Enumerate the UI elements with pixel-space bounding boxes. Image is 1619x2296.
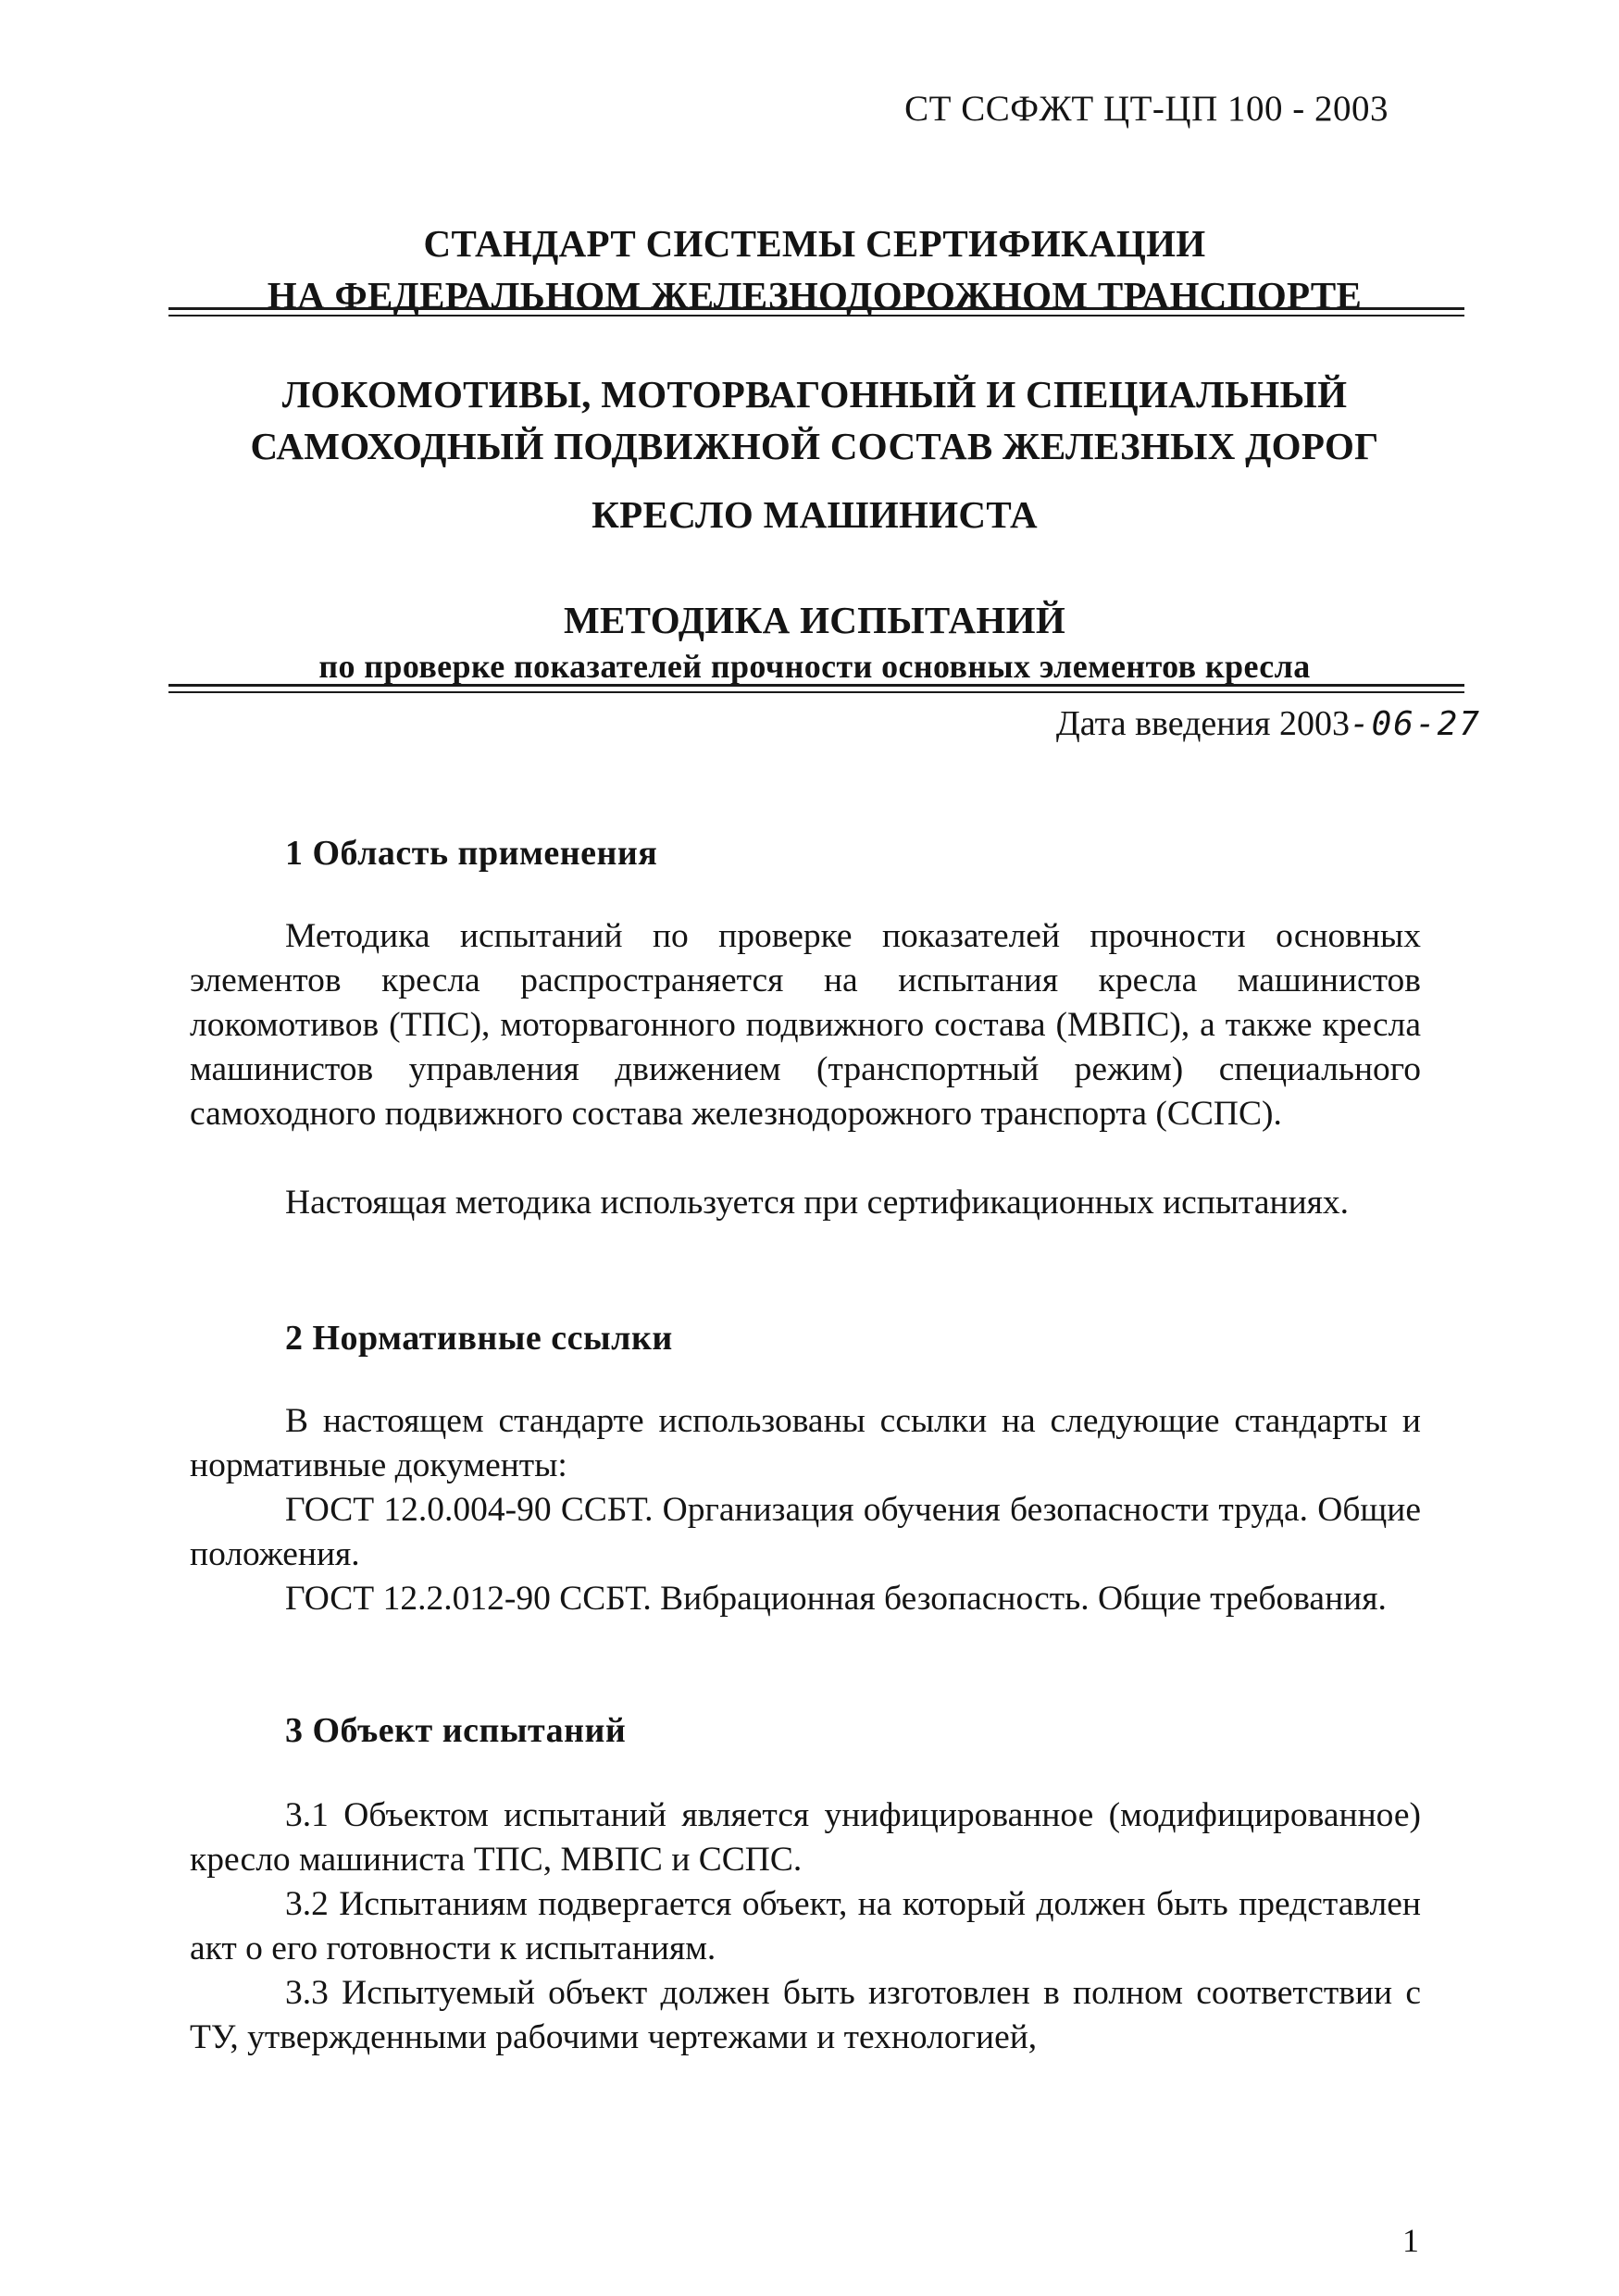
section-title-references: 2 Нормативные ссылки: [285, 1319, 673, 1358]
paragraph-text: ГОСТ 12.0.004-90 ССБТ. Организация обучения безопасности труда. Общие положения.: [190, 1491, 1421, 1573]
paragraph-text: 3.1 Объектом испытаний является унифицированное (модифицированное) кресло машиниста ТПС, МВПС и ССПС.: [190, 1796, 1421, 1879]
subject-line-1: ЛОКОМОТИВЫ, МОТОРВАГОННЫЙ И СПЕЦИАЛЬНЫЙ: [281, 373, 1348, 416]
section-references-paragraph-1: [190, 1399, 1421, 1488]
section-scope-paragraph-2: [190, 1181, 1421, 1225]
introduction-date: [833, 703, 1481, 744]
page-number: 1: [1402, 2222, 1419, 2259]
introduction-date-label: Дата введения 2003: [1055, 704, 1350, 743]
document-code: СТ ССФЖТ ЦТ-ЦП 100 - 2003: [904, 89, 1389, 129]
paragraph-text: Настоящая методика используется при сертификационных испытаниях.: [285, 1184, 1350, 1222]
method-title: МЕТОДИКА ИСПЫТАНИЙ: [563, 599, 1066, 641]
section-references-paragraph-2: [190, 1488, 1421, 1577]
section-test-object-paragraph-3: [190, 1971, 1421, 2060]
section-test-object-paragraph-2: [190, 1882, 1421, 1971]
introduction-date-handwritten: -06-27: [1349, 705, 1481, 743]
section-scope-paragraph-1: [190, 914, 1421, 1136]
method-subtitle: по проверке показателей прочности основных элементов кресла: [318, 648, 1311, 685]
paragraph-text: В настоящем стандарте использованы ссылки на следующие стандарты и нормативные документы:: [190, 1402, 1421, 1484]
paragraph-text: ГОСТ 12.2.012-90 ССБТ. Вибрационная безопасность. Общие требования.: [285, 1580, 1387, 1618]
paragraph-text: 3.3 Испытуемый объект должен быть изготовлен в полном соответствии с ТУ, утвержденными рабочими чертежами и технологией,: [190, 1974, 1421, 2056]
standard-title-line-1: СТАНДАРТ СИСТЕМЫ СЕРТИФИКАЦИИ: [423, 222, 1206, 265]
standard-title-line-2: НА ФЕДЕРАЛЬНОМ ЖЕЛЕЗНОДОРОЖНОМ ТРАНСПОРТЕ: [267, 274, 1363, 316]
subject-line-2: САМОХОДНЫЙ ПОДВИЖНОЙ СОСТАВ ЖЕЛЕЗНЫХ ДОРОГ: [250, 425, 1379, 467]
paragraph-text: Методика испытаний по проверке показателей прочности основных элементов кресла распространяется на испытания кресла машинистов локомотивов (ТПС), моторвагонного подвижного состава (МВПС), а также кресла машинистов управления движением (транспортный режим) специального самоходного подвижного состава железнодорожного транспорта (ССПС).: [190, 917, 1421, 1133]
paragraph-text: 3.2 Испытаниям подвергается объект, на который должен быть представлен акт о его готовности к испытаниям.: [190, 1885, 1421, 1967]
method-divider-top: [168, 684, 1464, 687]
section-title-test-object: 3 Объект испытаний: [285, 1711, 627, 1750]
section-test-object-paragraph-1: [190, 1793, 1421, 1882]
subject-title: [167, 368, 1463, 472]
standard-title: [167, 217, 1463, 321]
title-divider-bottom: [168, 315, 1464, 316]
title-divider-top: [168, 307, 1464, 310]
section-references-paragraph-3: [190, 1577, 1421, 1621]
object-title: КРЕСЛО МАШИНИСТА: [592, 493, 1038, 536]
section-title-scope: 1 Область применения: [285, 834, 658, 873]
method-divider-bottom: [168, 691, 1464, 693]
